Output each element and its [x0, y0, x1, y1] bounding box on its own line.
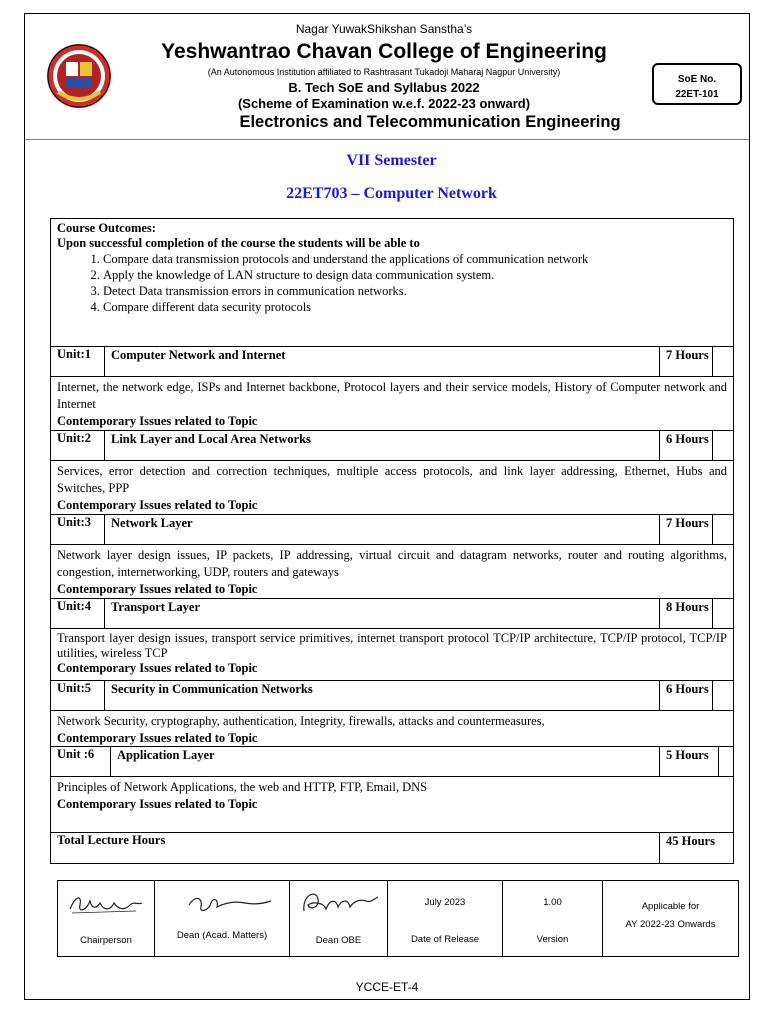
course-title: 22ET703 – Computer Network [286, 185, 497, 202]
unit-issues: Contemporary Issues related to Topic [57, 731, 258, 745]
unit-6-header [51, 747, 733, 777]
unit-hours: 6 Hours [659, 681, 733, 710]
sanstha-name: Nagar YuwakShikshan Sanstha’s [295, 22, 473, 36]
unit-2-body [51, 461, 733, 515]
dean-acad-label: Dean (Acad. Matters) [176, 930, 268, 941]
course-outcome-item: 2. Apply the knowledge of LAN structure to design data communication system. [103, 267, 727, 283]
dean-obe-cell [290, 881, 388, 956]
chairperson-label: Chairperson [80, 935, 132, 946]
page-code: YCCE-ET-4 [355, 980, 419, 994]
unit-content: Transport layer design issues, transport service primitives, internet transport protocol TCP/IP architecture, TCP/IP protocol, TCP/IP utilities, wireless TCP [57, 631, 727, 660]
unit-content: Principles of Network Applications, the web and HTTP, FTP, Email, DNS [57, 780, 428, 794]
unit-1-body [51, 377, 733, 431]
course-outcome-item: 1. Compare data transmission protocols and understand the applications of communication network [103, 251, 727, 267]
unit-number: Unit:3 [51, 515, 105, 544]
applicable-line-1: Applicable for [641, 901, 700, 912]
college-name: Yeshwantrao Chavan College of Engineering [161, 40, 607, 63]
unit-issues: Contemporary Issues related to Topic [57, 797, 258, 811]
unit-number: Unit:1 [51, 347, 105, 376]
total-label: Total Lecture Hours [57, 833, 166, 847]
unit-title: Link Layer and Local Area Networks [105, 431, 713, 460]
unit-number: Unit:2 [51, 431, 105, 460]
unit-issues: Contemporary Issues related to Topic [57, 414, 258, 428]
total-hours: 45 Hours [659, 833, 733, 863]
syllabus-title: B. Tech SoE and Syllabus 2022 [288, 80, 480, 95]
unit-title: Transport Layer [105, 599, 713, 628]
course-outcome-item: 3. Detect Data transmission errors in communication networks. [103, 283, 727, 299]
unit-number: Unit:5 [51, 681, 105, 710]
unit-5-header [51, 681, 733, 711]
unit-issues: Contemporary Issues related to Topic [57, 498, 258, 512]
department-name: Electronics and Telecommunication Engineering [239, 113, 621, 131]
version-value: 1.00 [543, 897, 562, 908]
unit-content: Network layer design issues, IP packets, IP addressing, virtual circuit and datagram networks, router and routing algorithms, congestion, internetworking, UDP, routers and gateways [57, 548, 727, 579]
unit-3-header [51, 515, 733, 545]
chairperson-cell [58, 881, 155, 956]
date-of-release-label: Date of Release [410, 934, 480, 945]
dean-obe-label: Dean OBE [315, 935, 362, 946]
unit-content: Network Security, cryptography, authentication, Integrity, firewalls, attacks and countermeasures, [57, 714, 545, 728]
total-hours-row [51, 833, 733, 863]
unit-issues: Contemporary Issues related to Topic [57, 582, 258, 596]
dean-acad-signature [185, 885, 275, 921]
header-divider [25, 139, 749, 140]
unit-hours: 5 Hours [659, 747, 733, 776]
unit-title: Security in Communication Networks [105, 681, 713, 710]
unit-hours: 7 Hours [659, 347, 733, 376]
soe-number: 22ET-101 [675, 89, 719, 100]
unit-number: Unit :6 [51, 747, 111, 776]
course-outcomes-heading: Course Outcomes: [57, 221, 156, 235]
course-outcomes-list [57, 251, 727, 315]
unit-number: Unit:4 [51, 599, 105, 628]
version-label: Version [536, 934, 569, 945]
unit-hours: 6 Hours [659, 431, 733, 460]
applicable-line-2: AY 2022-23 Onwards [625, 919, 716, 930]
unit-5-body [51, 711, 733, 747]
date-of-release-value: July 2023 [424, 897, 466, 908]
unit-3-body [51, 545, 733, 599]
unit-title: Computer Network and Internet [105, 347, 713, 376]
unit-hours: 8 Hours [659, 599, 733, 628]
chairperson-signature [66, 887, 146, 921]
dean-acad-cell [155, 881, 290, 956]
unit-content: Internet, the network edge, ISPs and Internet backbone, Protocol layers and their service models, History of Computer network and Internet [57, 380, 727, 411]
affiliation: (An Autonomous Institution affiliated to Rashtrasant Tukadoji Maharaj Nagpur University) [207, 67, 561, 77]
applicable-cell [603, 881, 738, 956]
unit-2-header [51, 431, 733, 461]
approval-table [57, 880, 739, 957]
course-outcomes-intro: Upon successful completion of the course the students will be able to [57, 236, 420, 250]
scheme-note: (Scheme of Examination w.e.f. 2022-23 onward) [237, 96, 531, 111]
semester-title: VII Semester [346, 152, 437, 169]
dean-obe-signature [296, 885, 382, 921]
unit-hours: 7 Hours [659, 515, 733, 544]
date-of-release-cell [388, 881, 503, 956]
unit-title: Network Layer [105, 515, 713, 544]
unit-issues: Contemporary Issues related to Topic [57, 661, 258, 675]
unit-1-header [51, 347, 733, 377]
course-outcome-item: 4. Compare different data security protocols [103, 299, 727, 315]
unit-title: Application Layer [111, 747, 719, 776]
soe-number-box [652, 63, 742, 105]
version-cell [503, 881, 603, 956]
unit-4-header [51, 599, 733, 629]
syllabus-table [50, 218, 734, 864]
unit-content: Services, error detection and correction techniques, multiple access protocols, and link layer addressing, Ethernet, Hubs and Switches, PPP [57, 464, 727, 495]
soe-label: SoE No. [677, 74, 717, 85]
course-outcomes-block [51, 219, 733, 347]
unit-6-body [51, 777, 733, 833]
unit-4-body [51, 629, 733, 681]
